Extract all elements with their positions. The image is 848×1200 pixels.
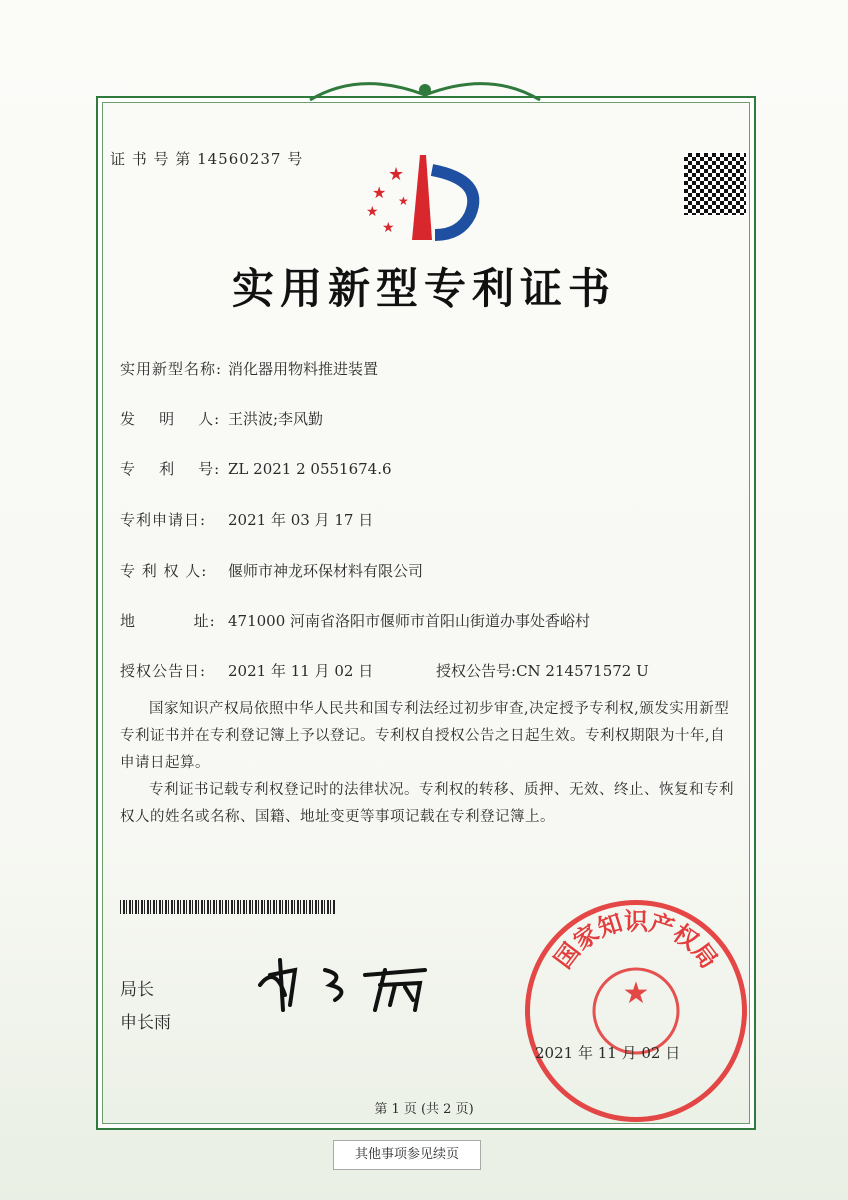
field-announcement-date: 授权公告日: 2021 年 11 月 02 日 xyxy=(120,662,374,680)
ornament-top xyxy=(300,70,550,110)
field-announcement-number: 授权公告号:CN 214571572 U xyxy=(436,662,649,680)
field-address: 地 址: 471000 河南省洛阳市偃师市首阳山街道办事处香峪村 xyxy=(120,612,591,630)
body-text: 国家知识产权局依照中华人民共和国专利法经过初步审查,决定授予专利权,颁发实用新型专利证书并在专利登记簿上予以登记。专利权自授权公告之日起生效。专利权期限为十年,自申请日起算。 专利证书记载专利权登记时的法律状况。专利权的转移、质押、无效、终止、恢复和专利权人的姓名或名称、国籍、地址变更等事项记载在专利登记簿上。 xyxy=(120,701,734,825)
page-info: 第 1 页 (共 2 页) xyxy=(374,1102,474,1117)
field-name: 实用新型名称: 消化器用物料推进装置 xyxy=(120,360,379,378)
signatory-name: 申长雨 xyxy=(120,1013,171,1033)
certificate-number: 证 书 号 第 14560237 号 xyxy=(110,150,304,168)
svg-text:★: ★ xyxy=(398,194,409,208)
svg-text:★: ★ xyxy=(388,164,405,185)
svg-text:国家知识产权局 xyxy=(548,906,724,973)
field-patent-number: 专 利 号: ZL 2021 2 0551674.6 xyxy=(120,460,392,478)
svg-text:★: ★ xyxy=(382,220,395,236)
barcode xyxy=(120,900,335,914)
cnipa-logo xyxy=(360,150,490,245)
svg-text:★: ★ xyxy=(366,204,379,220)
svg-text:★: ★ xyxy=(372,183,387,202)
official-seal xyxy=(525,900,747,1122)
qr-code xyxy=(683,152,747,216)
field-application-date: 专利申请日: 2021 年 03 月 17 日 xyxy=(120,511,374,529)
field-patentee: 专 利 权 人: 偃师市神龙环保材料有限公司 xyxy=(120,562,424,580)
footer-note: 其他事项参见续页 xyxy=(333,1140,481,1170)
seal-text: 国家知识产权局 xyxy=(548,906,724,974)
svg-text:★: ★ xyxy=(622,976,650,1011)
signature xyxy=(255,955,440,1015)
page-title: 实用新型专利证书 xyxy=(231,264,616,313)
seal-date: 2021 年 11 月 02 日 xyxy=(535,1044,681,1062)
signatory-title: 局长 xyxy=(120,980,154,1000)
field-inventor: 发 明 人: 王洪波;李风勤 xyxy=(120,410,324,428)
